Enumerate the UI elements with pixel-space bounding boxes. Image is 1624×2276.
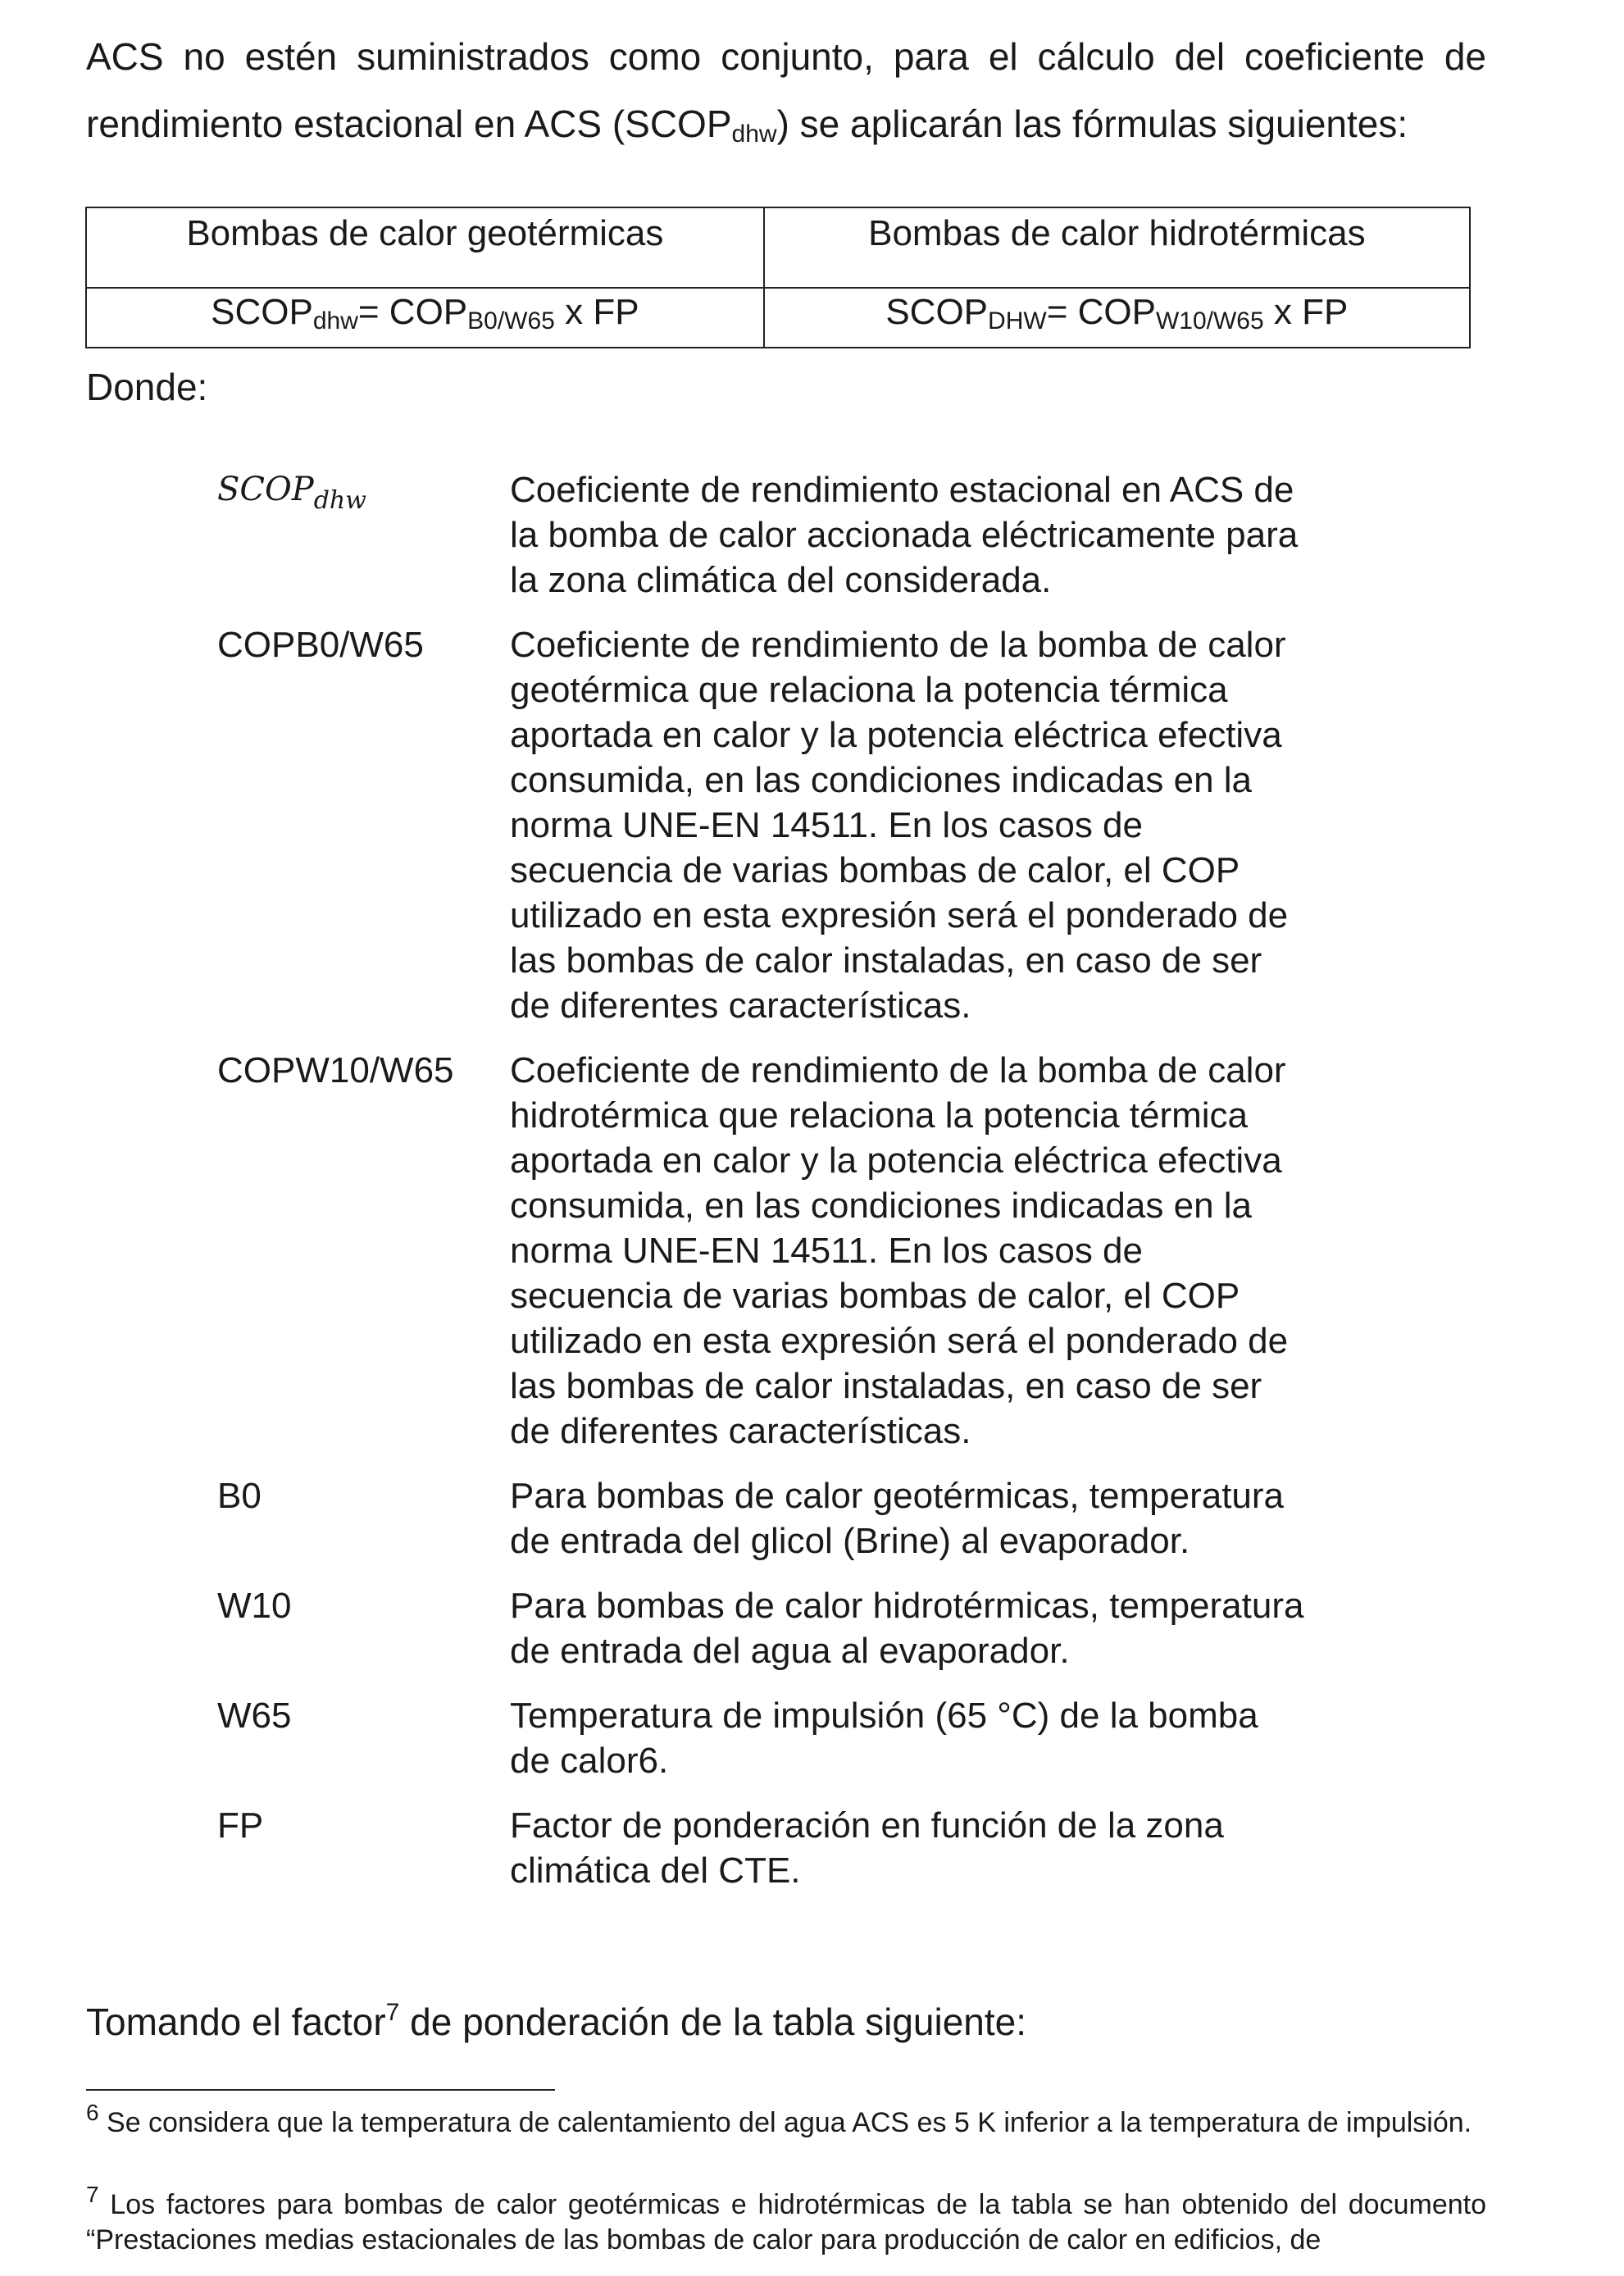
definitions-list bbox=[217, 467, 1414, 1913]
formula-mid: = COP bbox=[357, 292, 468, 332]
footnote-separator bbox=[86, 2089, 555, 2091]
definition-term bbox=[217, 467, 510, 603]
definition-cop-w10-w65 bbox=[217, 1048, 1414, 1454]
intro-text-end: ) se aplicarán las fórmulas siguientes: bbox=[776, 102, 1408, 145]
definition-description: Coeficiente de rendimiento de la bomba de calor geotérmica que relaciona la potencia térmica aportada en calor y la potencia eléctrica efectiva consumida, en las condiciones indicadas en la norma UNE-EN 14511. En los casos de secuencia de varias bombas de calor, el COP utilizado en esta expresión será el ponderado de las bombas de calor instaladas, en caso de ser de diferentes características. bbox=[510, 625, 1289, 1026]
formula-table bbox=[85, 207, 1471, 348]
definition-term: W10 bbox=[217, 1586, 292, 1626]
header-hidrotermicas: Bombas de calor hidrotérmicas bbox=[764, 207, 1470, 288]
formula-table-header-row bbox=[86, 207, 1470, 288]
formula-base: SCOP bbox=[211, 292, 313, 332]
definition-description: Para bombas de calor geotérmicas, temperatura de entrada del glicol (Brine) al evaporador. bbox=[510, 1476, 1285, 1561]
footnote-mark: 7 bbox=[86, 2182, 99, 2207]
intro-subscript: dhw bbox=[731, 121, 777, 148]
formula-table-formula-row bbox=[86, 288, 1470, 348]
term-subscript: dhw bbox=[313, 486, 366, 515]
definition-w65 bbox=[217, 1693, 1414, 1783]
formula-geotermicas bbox=[86, 288, 764, 348]
footnote-text: Los factores para bombas de calor geotérmicas e hidrotérmicas de la tabla se han obtenido del documento “Prestaciones medias estacionales de las bombas de calor para producción de calor en edificios, de bbox=[86, 2189, 1486, 2256]
definition-fp bbox=[217, 1803, 1414, 1893]
formula-sub: B0/W65 bbox=[467, 307, 555, 335]
intro-text: ACS no estén suministrados como conjunto, para el cálculo del coeficiente de rendimiento estacional en ACS (SCOP bbox=[86, 35, 1486, 145]
definition-description: Factor de ponderación en función de la zona climática del CTE. bbox=[510, 1805, 1224, 1891]
tomando-text-end: de ponderación de la tabla siguiente: bbox=[399, 2001, 1027, 2043]
definition-scop-dhw bbox=[217, 467, 1414, 603]
definition-b0 bbox=[217, 1473, 1414, 1564]
definition-term: COPB0/W65 bbox=[217, 625, 424, 665]
formula-sub: dhw bbox=[312, 307, 358, 335]
definition-description: Temperatura de impulsión (65 °C) de la bomba de calor6. bbox=[510, 1696, 1258, 1781]
donde-label: Donde: bbox=[86, 366, 208, 408]
tomando-paragraph bbox=[86, 1997, 1026, 2046]
formula-tail: x FP bbox=[1263, 292, 1349, 332]
definition-description: Para bombas de calor hidrotérmicas, temperatura de entrada del agua al evaporador. bbox=[510, 1586, 1304, 1671]
header-geotermicas: Bombas de calor geotérmicas bbox=[86, 207, 764, 288]
term-base: SCOP bbox=[217, 471, 314, 508]
footnote-6 bbox=[86, 2100, 1486, 2141]
tomando-text: Tomando el factor bbox=[86, 2001, 386, 2043]
definition-term: B0 bbox=[217, 1476, 262, 1516]
formula-tail: x FP bbox=[554, 292, 639, 332]
definition-cop-b0-w65 bbox=[217, 622, 1414, 1028]
footnote-7 bbox=[86, 2182, 1486, 2258]
definition-w10 bbox=[217, 1583, 1414, 1673]
definition-description: Coeficiente de rendimiento de la bomba de calor hidrotérmica que relaciona la potencia térmica aportada en calor y la potencia eléctrica efectiva consumida, en las condiciones indicadas en la norma UNE-EN 14511. En los casos de secuencia de varias bombas de calor, el COP utilizado en esta expresión será el ponderado de las bombas de calor instaladas, en caso de ser de diferentes características. bbox=[510, 1050, 1289, 1451]
formula-sub: W10/W65 bbox=[1155, 307, 1264, 335]
definition-term: FP bbox=[217, 1805, 264, 1846]
intro-paragraph bbox=[86, 23, 1486, 157]
formula-hidrotermicas bbox=[764, 288, 1470, 348]
formula-sub: DHW bbox=[988, 307, 1047, 335]
definition-term: W65 bbox=[217, 1696, 292, 1736]
footnote-mark: 6 bbox=[86, 2100, 99, 2125]
formula-base: SCOP bbox=[885, 292, 989, 332]
definition-description: Coeficiente de rendimiento estacional en ACS de la bomba de calor accionada eléctricamente para la zona climática del considerada. bbox=[510, 470, 1299, 600]
footnote-text: Se considera que la temperatura de calentamiento del agua ACS es 5 K inferior a la temperatura de impulsión. bbox=[98, 2107, 1472, 2138]
footnote-ref-7[interactable]: 7 bbox=[385, 1999, 400, 2026]
definition-term: COPW10/W65 bbox=[217, 1050, 454, 1090]
formula-mid: = COP bbox=[1046, 292, 1156, 332]
